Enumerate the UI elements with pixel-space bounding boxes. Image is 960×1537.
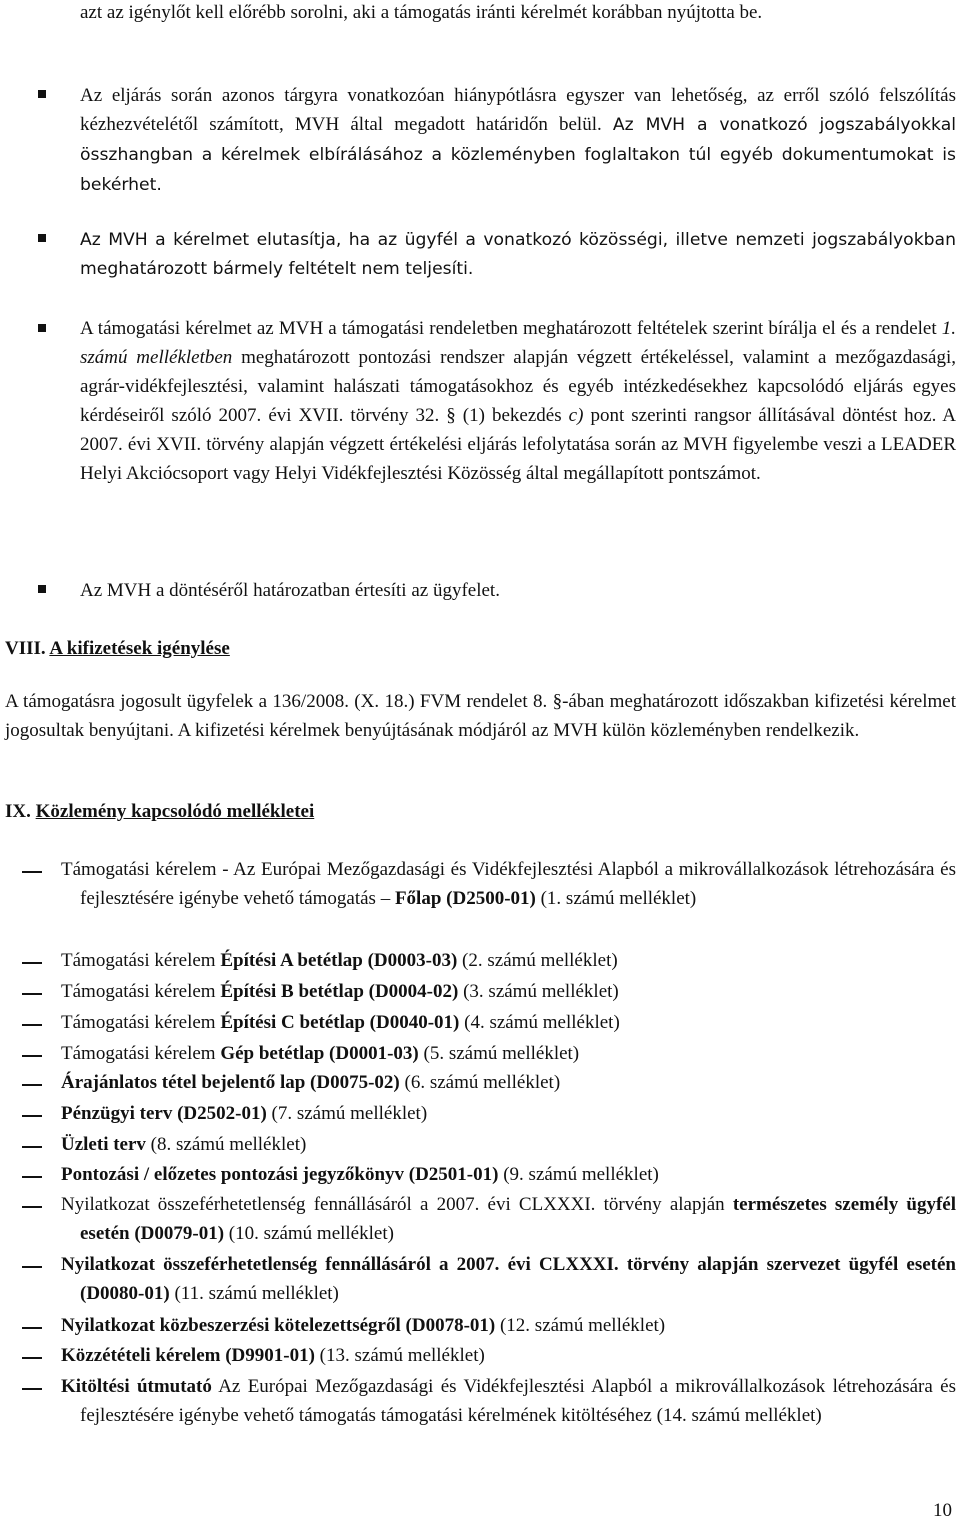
bullet-paragraph-2: Az MVH a kérelmet elutasítja, ha az ügyfél a vonatkozó közösségi, illetve nemzeti jogszabályokban meghatározott bármely feltételt nem teljesíti.: [80, 230, 956, 279]
annex-item-title: Árajánlatos tétel bejelentő lap (D0075-02): [61, 1072, 400, 1093]
annex-item-prefix: Támogatási kérelem - Az Európai Mezőgazdasági és Vidékfejlesztési Alapból a mikrovállalkozások létrehozására és fejlesztésére igénybe vehető támogatás –: [61, 859, 956, 909]
bullet-icon: [38, 585, 46, 593]
annex-list-item: [61, 855, 956, 913]
annex-item-suffix: (11. számú melléklet): [169, 1283, 339, 1304]
dash-icon: [22, 1084, 42, 1086]
annex-item-prefix: Támogatási kérelem: [61, 981, 221, 1002]
section-title-ix: Közlemény kapcsolódó mellékletei: [35, 801, 315, 822]
dash-icon: [22, 1055, 42, 1057]
annex-item-suffix: (8. számú melléklet): [145, 1134, 307, 1155]
annex-list-item: [61, 1341, 956, 1370]
dash-icon: [22, 1327, 42, 1329]
bullet-3-text-c: pont szerinti rangsor állításával döntést hoz. A 2007. évi XVII. törvény alapján végzett értékelési eljárás lefolytatása során az MVH figyelembe veszi a LEADER Helyi Akciócsoport vagy Helyi Vidékfejlesztési Közösség által megállapított pontszámot.: [80, 405, 957, 484]
annex-list-item: [61, 1099, 956, 1128]
annex-item-title: Főlap (D2500-01): [394, 888, 536, 909]
dash-icon: [22, 1176, 42, 1178]
annex-item-suffix: (13. számú melléklet): [314, 1345, 485, 1366]
annex-item-title: Közzétételi kérelem (D9901-01): [61, 1345, 315, 1366]
annex-item-title: Gép betétlap (D0001-03): [220, 1043, 419, 1064]
bullet-paragraph-4: Az MVH a döntéséről határozatban értesíti az ügyfelet.: [80, 580, 500, 601]
annex-item-title: Kitöltési útmutató: [61, 1376, 212, 1397]
annex-item-suffix: (1. számú melléklet): [535, 888, 697, 909]
bullet-paragraph-3: [80, 314, 956, 488]
bullet-3-text-b: meghatározott pontozási rendszer alapján végzett értékeléssel, valamint a mezőgazdasági, agrár-vidékfejlesztési, valamint halászati támogatásokhoz és egyéb intézkedésekhez kapcsolódó eljárás egyes kérdéseiről szóló 2007. évi XVII. törvény 32. § (1) bekezdés: [80, 347, 957, 426]
annex-item-suffix: (2. számú melléklet): [457, 950, 618, 971]
section-number-viii: VIII.: [5, 638, 46, 659]
annex-item-title: Építési A betétlap (D0003-03): [220, 950, 458, 971]
dash-icon: [22, 1266, 42, 1268]
dash-icon: [22, 962, 42, 964]
bullet-3-text-a: A támogatási kérelmet az MVH a támogatási rendeletben meghatározott feltételek szerint bírálja el és a rendelet: [80, 318, 937, 339]
dash-icon: [22, 1115, 42, 1117]
annex-list-item: [61, 1160, 956, 1189]
annex-item-title: természetes személy ügyfél esetén (D0079-01): [80, 1194, 956, 1244]
annex-list-item: [61, 977, 956, 1006]
annex-item-suffix: (4. számú melléklet): [459, 1012, 620, 1033]
annex-item-suffix: (6. számú melléklet): [399, 1072, 561, 1093]
annex-item-prefix: Támogatási kérelem: [61, 950, 221, 971]
dash-icon: [22, 1357, 42, 1359]
annex-list-item: [61, 1190, 956, 1248]
annex-item-title: Építési B betétlap (D0004-02): [220, 981, 459, 1002]
annex-item-title: Nyilatkozat közbeszerzési kötelezettségről (D0078-01): [61, 1315, 496, 1336]
annex-list-item: [61, 1008, 956, 1037]
annex-list-item: [61, 1372, 956, 1430]
annex-item-title: Építési C betétlap (D0040-01): [220, 1012, 460, 1033]
dash-icon: [22, 871, 42, 873]
annex-item-suffix: (5. számú melléklet): [418, 1043, 580, 1064]
annex-list-item: [61, 946, 956, 975]
bullet-1-text: Az eljárás során azonos tárgyra vonatkozóan hiánypótlásra egyszer van lehetőség, az erről szóló felszólítás kézhezvételétől számított, MVH által megadott határidőn belül.: [80, 85, 956, 135]
annex-list-item: [61, 1068, 956, 1097]
dash-icon: [22, 1388, 42, 1390]
annex-item-suffix: (10. számú melléklet): [224, 1223, 394, 1244]
annex-item-suffix: (7. számú melléklet): [266, 1103, 428, 1124]
section-number-ix: IX.: [5, 801, 31, 822]
annex-item-title: Pénzügyi terv (D2502-01): [61, 1103, 267, 1124]
annex-item-prefix: Támogatási kérelem: [61, 1012, 221, 1033]
dash-icon: [22, 1146, 42, 1148]
dash-icon: [22, 993, 42, 995]
annex-item-title: Üzleti terv: [61, 1134, 146, 1155]
annex-list-item: [61, 1130, 956, 1159]
dash-icon: [22, 1024, 42, 1026]
bullet-3-italic-c: c): [568, 405, 584, 426]
annex-item-suffix: (12. számú melléklet): [495, 1315, 666, 1336]
bullet-3-italic: 1. számú mellékletben: [80, 318, 957, 368]
annex-item-suffix: Az Európai Mezőgazdasági és Vidékfejlesztési Alapból a mikrovállalkozások létrehozására és fejlesztésére igénybe vehető támogatás támogatási kérelmének kitöltéséhez (14. számú melléklet): [80, 1376, 956, 1426]
annex-item-suffix: (9. számú melléklet): [498, 1164, 659, 1185]
annex-item-title: Nyilatkozat összeférhetetlenség fennállásáról a 2007. évi CLXXXI. törvény alapján szervezet ügyfél esetén (D0080-01): [61, 1254, 956, 1304]
bullet-icon: [38, 234, 46, 242]
annex-list-item: [61, 1250, 956, 1308]
dash-icon: [22, 1206, 42, 1208]
annex-item-suffix: (3. számú melléklet): [458, 981, 619, 1002]
section-title-viii: A kifizetések igénylése: [49, 638, 230, 659]
section-heading-ix: [5, 797, 314, 826]
bullet-1-text-b: Az MVH a vonatkozó jogszabályokkal összhangban a kérelmek elbírálásához a közleményben foglaltakon túl egyéb dokumentumokat is bekérhet.: [80, 115, 957, 195]
bullet-icon: [38, 324, 46, 332]
bullet-paragraph-1: [80, 81, 956, 200]
section-viii-paragraph: A támogatásra jogosult ügyfelek a 136/2008. (X. 18.) FVM rendelet 8. §-ában meghatározott időszakban kifizetési kérelmet jogosultak benyújtani. A kifizetési kérelmek benyújtásának módjáról az MVH külön közleményben rendelkezik.: [5, 691, 956, 741]
annex-item-title: Pontozási / előzetes pontozási jegyzőkönyv (D2501-01): [61, 1164, 499, 1185]
annex-list-item: [61, 1039, 956, 1068]
annex-item-prefix: Támogatási kérelem: [61, 1043, 221, 1064]
section-heading-viii: [5, 634, 230, 663]
annex-list-item: [61, 1311, 956, 1340]
page-number: 10: [933, 1500, 952, 1521]
bullet-icon: [38, 90, 46, 98]
annex-item-prefix: Nyilatkozat összeférhetetlenség fennállásáról a 2007. évi CLXXXI. törvény alapján: [61, 1194, 733, 1215]
continuation-paragraph: azt az igénylőt kell előrébb sorolni, aki a támogatás iránti kérelmét korábban nyújtotta be.: [80, 2, 763, 23]
